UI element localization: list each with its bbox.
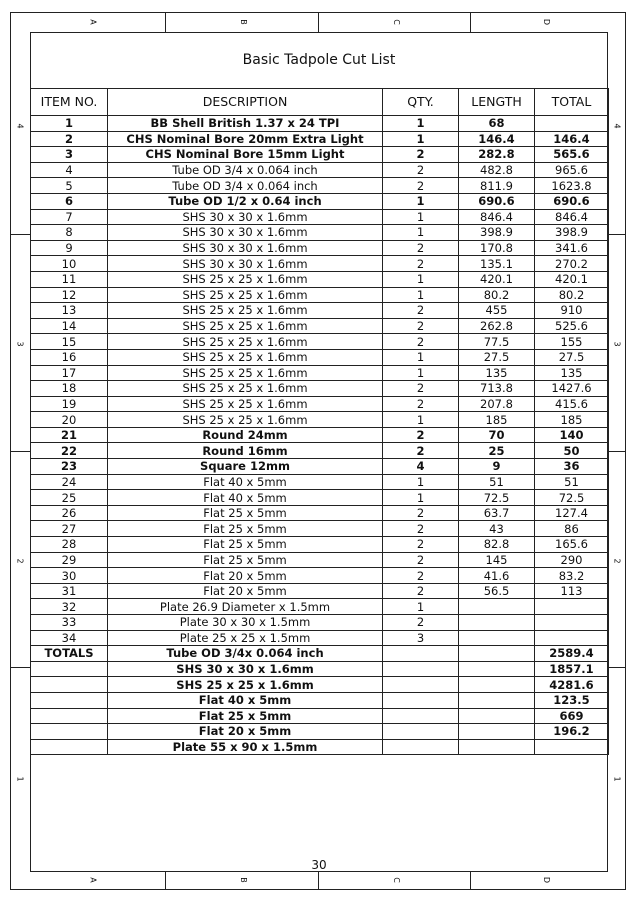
cell-qty: 2 xyxy=(383,240,459,256)
cell-total: 165.6 xyxy=(535,537,609,553)
cell-length: 27.5 xyxy=(459,349,535,365)
cell-qty: 2 xyxy=(383,303,459,319)
cell-totals-length xyxy=(459,692,535,708)
cell-qty: 2 xyxy=(383,147,459,163)
cell-total: 127.4 xyxy=(535,505,609,521)
cell-description: BB Shell British 1.37 x 24 TPI xyxy=(108,116,383,132)
cell-totals-description: Flat 40 x 5mm xyxy=(108,692,383,708)
cell-item-no: 4 xyxy=(31,162,108,178)
cell-length: 25 xyxy=(459,443,535,459)
cell-total: 86 xyxy=(535,521,609,537)
cell-qty: 1 xyxy=(383,474,459,490)
table-row xyxy=(31,568,609,584)
cell-length: 398.9 xyxy=(459,225,535,241)
zone-label-right-4: 4 xyxy=(612,123,622,129)
table-row xyxy=(31,303,609,319)
cell-description: SHS 25 x 25 x 1.6mm xyxy=(108,271,383,287)
cell-length: 690.6 xyxy=(459,193,535,209)
cell-total: 1623.8 xyxy=(535,178,609,194)
cell-qty: 1 xyxy=(383,365,459,381)
cell-item-no: 1 xyxy=(31,116,108,132)
zone-label-left-4: 4 xyxy=(15,123,25,129)
cell-description: SHS 25 x 25 x 1.6mm xyxy=(108,365,383,381)
table-body xyxy=(31,116,609,755)
cell-length: 455 xyxy=(459,303,535,319)
table-row xyxy=(31,240,609,256)
cell-description: Round 16mm xyxy=(108,443,383,459)
cell-description: Flat 25 x 5mm xyxy=(108,521,383,537)
cell-description: SHS 25 x 25 x 1.6mm xyxy=(108,381,383,397)
cell-description: Round 24mm xyxy=(108,427,383,443)
cell-totals-label xyxy=(31,708,108,724)
cell-totals-qty xyxy=(383,677,459,693)
page-title: Basic Tadpole Cut List xyxy=(242,52,396,68)
table-header-row xyxy=(31,89,609,116)
totals-row xyxy=(31,739,609,755)
zone-tick xyxy=(608,234,626,235)
cell-item-no: 29 xyxy=(31,552,108,568)
cell-total xyxy=(535,599,609,615)
cell-length: 282.8 xyxy=(459,147,535,163)
cell-qty: 2 xyxy=(383,537,459,553)
cell-item-no: 6 xyxy=(31,193,108,209)
table-row xyxy=(31,552,609,568)
cell-qty: 2 xyxy=(383,521,459,537)
cell-description: SHS 30 x 30 x 1.6mm xyxy=(108,225,383,241)
cell-totals-description: Plate 55 x 90 x 1.5mm xyxy=(108,739,383,755)
cell-description: SHS 25 x 25 x 1.6mm xyxy=(108,396,383,412)
cell-description: SHS 25 x 25 x 1.6mm xyxy=(108,303,383,319)
table-row xyxy=(31,583,609,599)
cell-description: Flat 40 x 5mm xyxy=(108,474,383,490)
cell-qty: 1 xyxy=(383,131,459,147)
cell-totals-label xyxy=(31,739,108,755)
cell-length: 41.6 xyxy=(459,568,535,584)
table-row xyxy=(31,599,609,615)
cell-total: 398.9 xyxy=(535,225,609,241)
cell-totals-description: Flat 20 x 5mm xyxy=(108,724,383,740)
cell-item-no: 20 xyxy=(31,412,108,428)
cell-totals-qty xyxy=(383,724,459,740)
cell-qty: 1 xyxy=(383,225,459,241)
cell-item-no: 26 xyxy=(31,505,108,521)
cell-length xyxy=(459,630,535,646)
cell-length: 811.9 xyxy=(459,178,535,194)
table-row xyxy=(31,365,609,381)
cell-qty: 2 xyxy=(383,256,459,272)
table-row xyxy=(31,349,609,365)
table-row xyxy=(31,162,609,178)
cell-item-no: 8 xyxy=(31,225,108,241)
cell-qty: 2 xyxy=(383,162,459,178)
zone-label-bottom-a: A xyxy=(88,877,98,883)
cell-description: Tube OD 1/2 x 0.64 inch xyxy=(108,193,383,209)
cell-totals-total: 2589.4 xyxy=(535,646,609,662)
cell-totals-qty xyxy=(383,661,459,677)
header-qty: QTY. xyxy=(383,89,459,116)
table-row xyxy=(31,615,609,631)
zone-label-right-3: 3 xyxy=(612,341,622,347)
cell-description: CHS Nominal Bore 20mm Extra Light xyxy=(108,131,383,147)
cell-totals-length xyxy=(459,739,535,755)
cell-item-no: 24 xyxy=(31,474,108,490)
cell-qty: 1 xyxy=(383,271,459,287)
cell-qty: 1 xyxy=(383,287,459,303)
cell-item-no: 7 xyxy=(31,209,108,225)
cell-description: SHS 25 x 25 x 1.6mm xyxy=(108,287,383,303)
table-row xyxy=(31,225,609,241)
cell-description: SHS 25 x 25 x 1.6mm xyxy=(108,349,383,365)
zone-tick xyxy=(165,12,166,32)
cut-list-table xyxy=(30,88,609,755)
cell-total: 135 xyxy=(535,365,609,381)
cell-length: 145 xyxy=(459,552,535,568)
cell-totals-length xyxy=(459,677,535,693)
cell-qty: 1 xyxy=(383,116,459,132)
cell-total: 965.6 xyxy=(535,162,609,178)
cell-length: 262.8 xyxy=(459,318,535,334)
cell-total: 185 xyxy=(535,412,609,428)
zone-label-left-3: 3 xyxy=(15,341,25,347)
cell-description: Plate 25 x 25 x 1.5mm xyxy=(108,630,383,646)
cell-qty: 2 xyxy=(383,381,459,397)
table-row xyxy=(31,334,609,350)
zone-label-left-1: 1 xyxy=(15,776,25,782)
cell-item-no: 19 xyxy=(31,396,108,412)
cell-totals-total xyxy=(535,739,609,755)
cell-total: 36 xyxy=(535,459,609,475)
table-row xyxy=(31,381,609,397)
cell-total: 140 xyxy=(535,427,609,443)
cell-description: Flat 25 x 5mm xyxy=(108,552,383,568)
cell-totals-qty xyxy=(383,692,459,708)
cell-description: Plate 30 x 30 x 1.5mm xyxy=(108,615,383,631)
cell-totals-total: 669 xyxy=(535,708,609,724)
cell-item-no: 14 xyxy=(31,318,108,334)
totals-row xyxy=(31,661,609,677)
cell-total: 50 xyxy=(535,443,609,459)
cell-totals-label xyxy=(31,661,108,677)
cell-length: 63.7 xyxy=(459,505,535,521)
cell-total: 146.4 xyxy=(535,131,609,147)
cell-length: 135 xyxy=(459,365,535,381)
cell-length: 82.8 xyxy=(459,537,535,553)
cell-total: 72.5 xyxy=(535,490,609,506)
cell-item-no: 5 xyxy=(31,178,108,194)
cell-qty: 2 xyxy=(383,583,459,599)
cell-length: 51 xyxy=(459,474,535,490)
cell-qty: 1 xyxy=(383,209,459,225)
table-row xyxy=(31,147,609,163)
zone-tick xyxy=(10,667,30,668)
cell-totals-description: SHS 30 x 30 x 1.6mm xyxy=(108,661,383,677)
table-row xyxy=(31,521,609,537)
cell-total: 27.5 xyxy=(535,349,609,365)
header-total: TOTAL xyxy=(535,89,609,116)
table-row xyxy=(31,287,609,303)
cell-length: 170.8 xyxy=(459,240,535,256)
cell-item-no: 28 xyxy=(31,537,108,553)
cell-qty: 3 xyxy=(383,630,459,646)
totals-row xyxy=(31,708,609,724)
cell-item-no: 9 xyxy=(31,240,108,256)
cell-item-no: 11 xyxy=(31,271,108,287)
cell-totals-length xyxy=(459,708,535,724)
cell-totals-length xyxy=(459,661,535,677)
zone-label-bottom-d: D xyxy=(542,876,552,884)
cell-length: 77.5 xyxy=(459,334,535,350)
cell-totals-label xyxy=(31,677,108,693)
table-row xyxy=(31,116,609,132)
zone-label-right-2: 2 xyxy=(612,558,622,564)
cell-totals-total: 123.5 xyxy=(535,692,609,708)
zone-tick xyxy=(10,451,30,452)
cell-item-no: 17 xyxy=(31,365,108,381)
cell-total: 415.6 xyxy=(535,396,609,412)
cell-total: 83.2 xyxy=(535,568,609,584)
cell-description: Plate 26.9 Diameter x 1.5mm xyxy=(108,599,383,615)
table-row xyxy=(31,318,609,334)
cell-length: 80.2 xyxy=(459,287,535,303)
cell-total: 690.6 xyxy=(535,193,609,209)
cell-total: 51 xyxy=(535,474,609,490)
cell-item-no: 30 xyxy=(31,568,108,584)
zone-label-top-d: D xyxy=(542,18,552,26)
cell-qty: 2 xyxy=(383,552,459,568)
cell-total: 270.2 xyxy=(535,256,609,272)
table-row xyxy=(31,131,609,147)
zone-tick xyxy=(470,872,471,890)
cell-totals-qty xyxy=(383,646,459,662)
totals-row xyxy=(31,692,609,708)
table-row xyxy=(31,193,609,209)
cell-item-no: 27 xyxy=(31,521,108,537)
cell-totals-description: Flat 25 x 5mm xyxy=(108,708,383,724)
cell-total: 290 xyxy=(535,552,609,568)
cell-qty: 1 xyxy=(383,490,459,506)
zone-tick xyxy=(608,667,626,668)
cell-totals-total: 196.2 xyxy=(535,724,609,740)
cell-total xyxy=(535,615,609,631)
cell-totals-length xyxy=(459,724,535,740)
table-row xyxy=(31,178,609,194)
cell-totals-total: 1857.1 xyxy=(535,661,609,677)
zone-label-top-b: B xyxy=(238,19,248,25)
cell-length: 9 xyxy=(459,459,535,475)
cell-totals-qty xyxy=(383,739,459,755)
cell-total xyxy=(535,116,609,132)
cell-length: 482.8 xyxy=(459,162,535,178)
cell-item-no: 22 xyxy=(31,443,108,459)
cell-item-no: 25 xyxy=(31,490,108,506)
zone-label-top-a: A xyxy=(88,19,98,25)
zone-tick xyxy=(165,872,166,890)
cell-qty: 1 xyxy=(383,193,459,209)
table-row xyxy=(31,630,609,646)
cell-description: Tube OD 3/4 x 0.064 inch xyxy=(108,162,383,178)
table-row xyxy=(31,427,609,443)
cell-description: Flat 25 x 5mm xyxy=(108,537,383,553)
cell-item-no: 3 xyxy=(31,147,108,163)
cell-description: SHS 30 x 30 x 1.6mm xyxy=(108,240,383,256)
cell-length xyxy=(459,615,535,631)
cell-totals-label xyxy=(31,692,108,708)
cell-description: Tube OD 3/4 x 0.064 inch xyxy=(108,178,383,194)
cell-total xyxy=(535,630,609,646)
cell-totals-label: TOTALS xyxy=(31,646,108,662)
cell-item-no: 34 xyxy=(31,630,108,646)
cell-total: 80.2 xyxy=(535,287,609,303)
cell-length: 846.4 xyxy=(459,209,535,225)
cell-description: SHS 25 x 25 x 1.6mm xyxy=(108,412,383,428)
cell-item-no: 13 xyxy=(31,303,108,319)
cell-totals-label xyxy=(31,724,108,740)
cell-description: SHS 30 x 30 x 1.6mm xyxy=(108,209,383,225)
zone-tick xyxy=(318,12,319,32)
zone-label-left-2: 2 xyxy=(15,558,25,564)
cell-totals-total: 4281.6 xyxy=(535,677,609,693)
table-row xyxy=(31,396,609,412)
cell-qty: 1 xyxy=(383,599,459,615)
header-item-no: ITEM NO. xyxy=(31,89,108,116)
cell-qty: 2 xyxy=(383,615,459,631)
table-row xyxy=(31,537,609,553)
cell-total: 525.6 xyxy=(535,318,609,334)
cell-length: 185 xyxy=(459,412,535,428)
zone-label-right-1: 1 xyxy=(612,776,622,782)
totals-row xyxy=(31,724,609,740)
cell-qty: 2 xyxy=(383,178,459,194)
table-row xyxy=(31,474,609,490)
cell-length: 68 xyxy=(459,116,535,132)
cell-item-no: 18 xyxy=(31,381,108,397)
cell-item-no: 12 xyxy=(31,287,108,303)
cell-total: 846.4 xyxy=(535,209,609,225)
table-row xyxy=(31,490,609,506)
cell-description: SHS 25 x 25 x 1.6mm xyxy=(108,334,383,350)
zone-tick xyxy=(318,872,319,890)
cell-totals-description: Tube OD 3/4x 0.064 inch xyxy=(108,646,383,662)
cell-total: 341.6 xyxy=(535,240,609,256)
table-row xyxy=(31,412,609,428)
cell-total: 1427.6 xyxy=(535,381,609,397)
cell-totals-description: SHS 25 x 25 x 1.6mm xyxy=(108,677,383,693)
cell-length: 146.4 xyxy=(459,131,535,147)
cell-length: 43 xyxy=(459,521,535,537)
zone-tick xyxy=(10,234,30,235)
cell-description: Flat 40 x 5mm xyxy=(108,490,383,506)
cell-length: 70 xyxy=(459,427,535,443)
totals-row xyxy=(31,677,609,693)
cell-description: Flat 20 x 5mm xyxy=(108,568,383,584)
cell-total: 910 xyxy=(535,303,609,319)
cell-qty: 2 xyxy=(383,334,459,350)
table-row xyxy=(31,209,609,225)
totals-row xyxy=(31,646,609,662)
table-row xyxy=(31,271,609,287)
cell-total: 155 xyxy=(535,334,609,350)
page-number: 30 xyxy=(311,858,327,872)
zone-label-top-c: C xyxy=(391,19,401,25)
cell-item-no: 33 xyxy=(31,615,108,631)
cell-description: CHS Nominal Bore 15mm Light xyxy=(108,147,383,163)
cell-qty: 2 xyxy=(383,427,459,443)
cell-description: Flat 25 x 5mm xyxy=(108,505,383,521)
cell-item-no: 16 xyxy=(31,349,108,365)
cell-item-no: 2 xyxy=(31,131,108,147)
table-row xyxy=(31,443,609,459)
header-description: DESCRIPTION xyxy=(108,89,383,116)
cell-item-no: 15 xyxy=(31,334,108,350)
cell-total: 565.6 xyxy=(535,147,609,163)
cell-description: SHS 25 x 25 x 1.6mm xyxy=(108,318,383,334)
cell-length xyxy=(459,599,535,615)
cell-qty: 1 xyxy=(383,349,459,365)
cell-length: 56.5 xyxy=(459,583,535,599)
cell-qty: 2 xyxy=(383,396,459,412)
zone-tick xyxy=(608,451,626,452)
table-row xyxy=(31,505,609,521)
table-row xyxy=(31,256,609,272)
cell-length: 420.1 xyxy=(459,271,535,287)
cell-item-no: 10 xyxy=(31,256,108,272)
cell-length: 135.1 xyxy=(459,256,535,272)
cell-qty: 2 xyxy=(383,318,459,334)
cell-totals-qty xyxy=(383,708,459,724)
cell-item-no: 21 xyxy=(31,427,108,443)
zone-label-bottom-b: B xyxy=(238,877,248,883)
cell-qty: 2 xyxy=(383,443,459,459)
cell-description: Flat 20 x 5mm xyxy=(108,583,383,599)
cell-total: 420.1 xyxy=(535,271,609,287)
cell-totals-length xyxy=(459,646,535,662)
cell-qty: 2 xyxy=(383,505,459,521)
cell-length: 207.8 xyxy=(459,396,535,412)
cell-description: Square 12mm xyxy=(108,459,383,475)
cell-qty: 2 xyxy=(383,568,459,584)
table-row xyxy=(31,459,609,475)
cell-item-no: 32 xyxy=(31,599,108,615)
cell-length: 72.5 xyxy=(459,490,535,506)
cell-item-no: 31 xyxy=(31,583,108,599)
zone-label-bottom-c: C xyxy=(391,877,401,883)
cell-item-no: 23 xyxy=(31,459,108,475)
cell-length: 713.8 xyxy=(459,381,535,397)
header-length: LENGTH xyxy=(459,89,535,116)
cell-qty: 4 xyxy=(383,459,459,475)
cell-total: 113 xyxy=(535,583,609,599)
cell-description: SHS 30 x 30 x 1.6mm xyxy=(108,256,383,272)
zone-tick xyxy=(470,12,471,32)
cell-qty: 1 xyxy=(383,412,459,428)
